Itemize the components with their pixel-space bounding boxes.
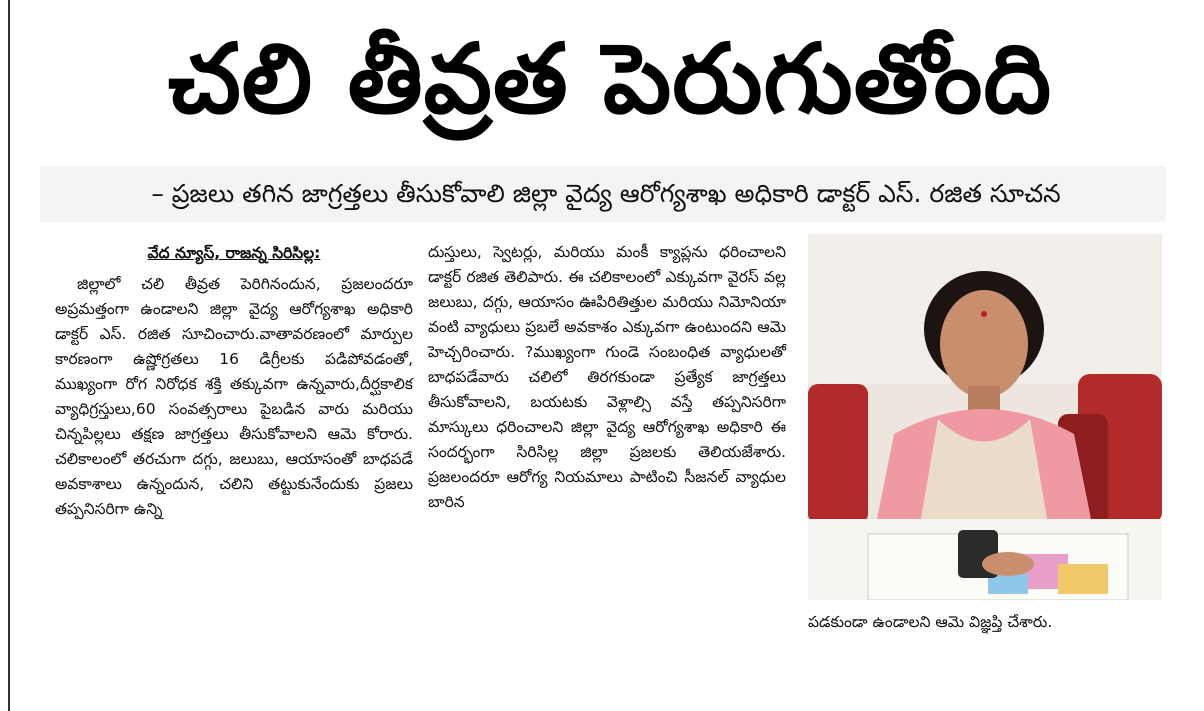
dateline: వేద న్యూస్, రాజన్న సిరిసిల్ల: [147,244,321,262]
article-column-1 [55,240,413,522]
page-border-rule [8,0,10,711]
column-2-text: దుస్తులు, స్వెటర్లు, మరియు మంకీ క్యాప్లను ధరించాలని డాక్టర్ రజిత తెలిపారు. ఈ చలికాలంలో ఎక్కువగా వైరస్ వల్ల జలుబు, దగ్గు, ఆయాసం ఊపిరితిత్తుల మరియు నిమోనియా వంటి వ్యాధులు ప్రబలే అవకాశం ఎక్కువగా ఉంటుందని ఆమె హెచ్చరించారు. ?ముఖ్యంగా గుండె సంబంధిత వ్యాధులతో బాధపడేవారు చలిలో తిరగకుండా ప్రత్యేక జాగ్రత్తలు తీసుకోవాలని, బయటకు వెళ్లాల్సి వస్తే తప్పనిసరిగా మాస్కులు ధరించాలని జిల్లా వైద్య ఆరోగ్యశాఖ అధికారి ఈ సందర్భంగా సిరిసిల్ల జిల్లా ప్రజలకు తెలియజేశారు. ప్రజలందరూ ఆరోగ్య నియమాలు పాటించి సీజనల్ వ్యాధుల బారిన [428,243,786,511]
column-1-text: జిల్లాలో చలి తీవ్రత పెరిగినందున, ప్రజలందరూ అప్రమత్తంగా ఉండాలని జిల్లా వైద్య ఆరోగ్యశాఖ అధికారి డాక్టర్ ఎస్. రజిత సూచించారు.వాతావరణంలో మార్పుల కారణంగా ఉష్ణోగ్రతలు 16 డిగ్రీలకు పడిపోవడంతో, ముఖ్యంగా రోగ నిరోధక శక్తి తక్కువగా ఉన్నవారు,దీర్ఘకాలిక వ్యాధిగ్రస్తులు,60 సంవత్సరాలు పైబడిన వారు మరియు చిన్నపిల్లలు తక్షణ జాగ్రత్తలు తీసుకోవాలని ఆమె కోరారు. చలికాలంలో తరచుగా దగ్గు, జలుబు, ఆయాసంతో బాధపడే అవకాశాలు ఉన్నందున, చలిని తట్టుకునేందుకు ప్రజలు తప్పనిసరిగా ఉన్ని [55,275,413,518]
headline: చలి తీవ్రత పెరుగుతోంది [167,23,1053,135]
article-column-2 [428,240,786,515]
subheadline: – ప్రజలు తగిన జాగ్రత్తలు తీసుకోవాలి జిల్లా వైద్య ఆరోగ్యశాఖ అధికారి డాక్టర్ ఎస్. రజిత సూచన [151,179,1061,208]
officer-photo [808,234,1162,600]
photo-caption: పడకుండా ఉండాలని ఆమె విజ్ఞప్తి చేశారు. [808,613,1053,631]
officer-photo-illustration [808,234,1162,600]
